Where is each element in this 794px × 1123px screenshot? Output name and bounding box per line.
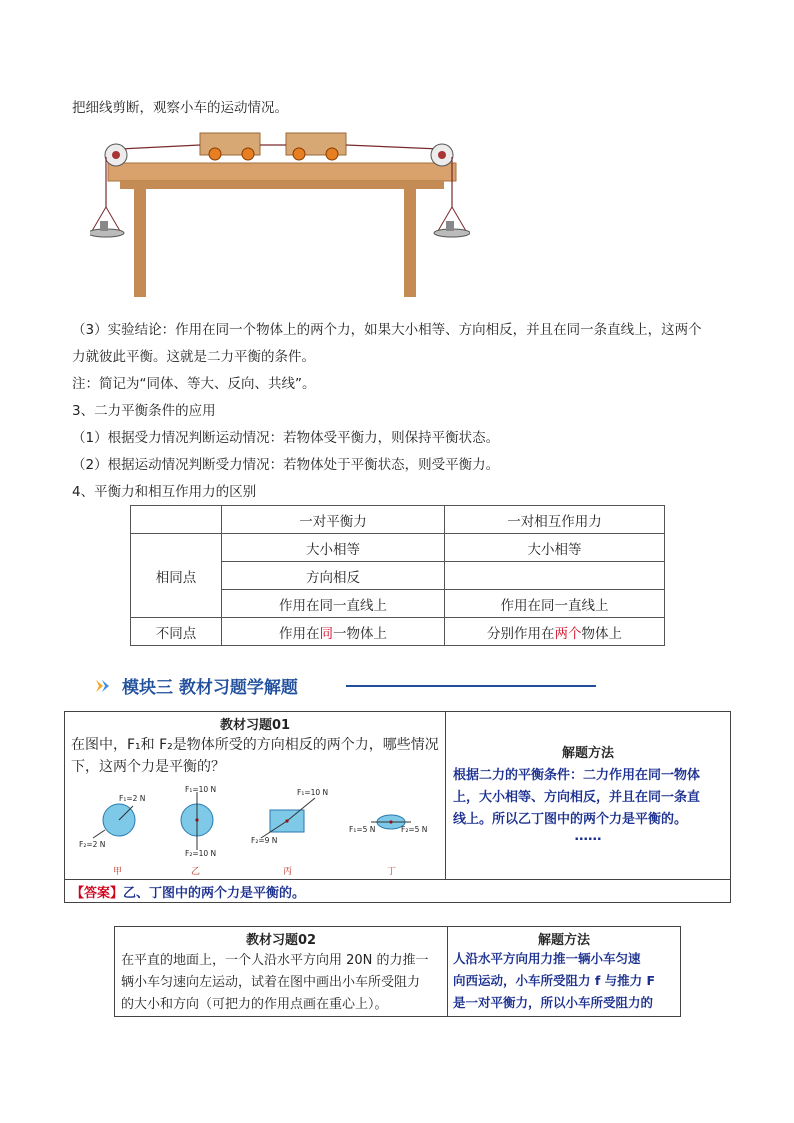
exercise-2-question-3: 的大小和方向（可把力的作用点画在重心上）。 xyxy=(121,997,388,1012)
fig-yi-f2: F₂=10 N xyxy=(185,849,217,858)
intro-text: 把细线剪断，观察小车的运动情况。 xyxy=(72,100,288,116)
exercise-2-title: 教材习题02 xyxy=(245,933,317,948)
module-rule xyxy=(346,685,596,687)
module-title: 模块三 教材习题学解题 xyxy=(122,678,298,698)
exercise-1-box xyxy=(64,711,731,903)
exercise-2-box xyxy=(114,926,681,1017)
table-header-balanced: 一对平衡力 xyxy=(222,506,445,534)
table-cell: 作用在同一直线上 xyxy=(222,590,445,618)
table-cell: 大小相等 xyxy=(222,534,445,562)
table-label-same: 相同点 xyxy=(131,534,222,618)
conclusion-line-1: （3）实验结论：作用在同一个物体上的两个力，如果大小相等、方向相反，并且在同一条直线上，这两个 xyxy=(72,322,702,338)
conclusion-note: 注：简记为“同体、等大、反向、共线”。 xyxy=(72,376,316,392)
exercise-2-question-2: 辆小车匀速向左运动，试着在图中画出小车所受阻力 xyxy=(121,975,421,990)
exercise-2-method-2: 向西运动，小车所受阻力 f 与推力 F xyxy=(453,973,656,988)
section3-heading: 3、二力平衡条件的应用 xyxy=(72,403,216,419)
exercise-1-question-2: 下，这两个力是平衡的？ xyxy=(71,759,225,775)
exercise-1-method-3: 线上。所以乙丁图中的两个力是平衡的。 xyxy=(453,812,688,827)
experiment-illustration xyxy=(90,125,470,303)
table-cell-diff-interaction: 分别作用在两个物体上 xyxy=(445,618,665,646)
fig-ding-label: 丁 xyxy=(387,867,397,877)
exercise-1-title: 教材习题01 xyxy=(219,718,291,733)
table-cell: 方向相反 xyxy=(222,562,445,590)
exercise-1-method-2: 上，大小相等、方向相反，并且在同一条直 xyxy=(453,790,701,805)
table-header-interaction: 一对相互作用力 xyxy=(445,506,665,534)
double-chevron-icon xyxy=(96,678,116,694)
fig-bing-f1: F₁=10 N xyxy=(297,788,329,797)
section4-heading: 4、平衡力和相互作用力的区别 xyxy=(72,484,257,500)
exercise-1-method-1: 根据二力的平衡条件：二力作用在同一物体 xyxy=(453,768,701,783)
table-label-diff: 不同点 xyxy=(131,618,222,646)
exercise-1-ellipsis: …… xyxy=(574,828,602,844)
fig-jia-f2: F₂=2 N xyxy=(79,840,106,849)
comparison-table xyxy=(130,505,665,646)
exercise-2-method-3: 是一对平衡力，所以小车所受阻力的 xyxy=(453,995,654,1010)
exercise-1-question-1: 在图中，F₁和 F₂是物体所受的方向相反的两个力，哪些情况 xyxy=(71,737,439,753)
fig-jia-f1: F₁=2 N xyxy=(119,794,146,803)
table-corner xyxy=(131,506,222,534)
table-cell-diff-balanced: 作用在同一物体上 xyxy=(222,618,445,646)
exercise-2-question-1: 在平直的地面上，一个人沿水平方向用 20N 的力推一 xyxy=(121,953,429,968)
fig-ding-f2: F₂=5 N xyxy=(401,825,428,834)
exercise-2-method-1: 人沿水平方向用力推一辆小车匀速 xyxy=(453,951,641,966)
table-cell: 大小相等 xyxy=(445,534,665,562)
exercise-2-method-title: 解题方法 xyxy=(537,933,590,948)
fig-ding-f1: F₁=5 N xyxy=(349,825,376,834)
module-heading xyxy=(96,673,298,698)
section3-item-2: （2）根据运动情况判断受力情况：若物体处于平衡状态，则受平衡力。 xyxy=(72,457,500,473)
fig-yi-label: 乙 xyxy=(191,867,201,877)
exercise-1-method-title: 解题方法 xyxy=(561,746,614,761)
force-diagrams xyxy=(75,778,445,878)
fig-bing-label: 丙 xyxy=(283,867,293,877)
exercise-1-answer: 【答案】乙、丁图中的两个力是平衡的。 xyxy=(71,886,306,901)
fig-yi-f1: F₁=10 N xyxy=(185,785,217,794)
table-cell: 作用在同一直线上 xyxy=(445,590,665,618)
table-cell xyxy=(445,562,665,590)
fig-jia-label: 甲 xyxy=(113,867,123,877)
fig-bing-f2: F₂=9 N xyxy=(251,836,278,845)
section3-item-1: （1）根据受力情况判断运动情况：若物体受平衡力，则保持平衡状态。 xyxy=(72,430,500,446)
conclusion-line-2: 力就彼此平衡。这就是二力平衡的条件。 xyxy=(72,349,315,365)
